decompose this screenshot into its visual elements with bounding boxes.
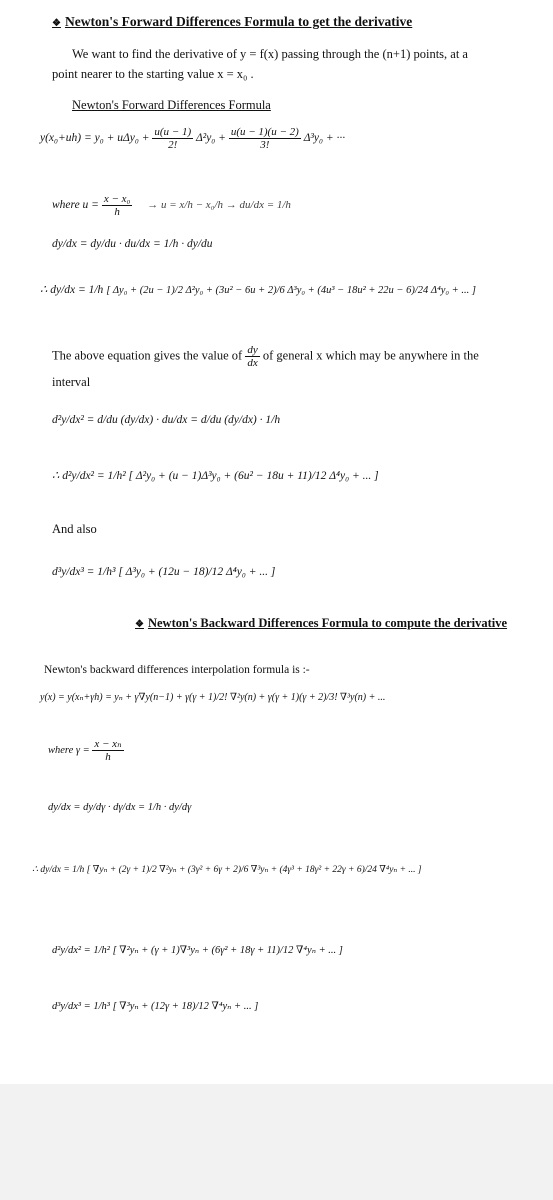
third-derivative-body: [ ∇³yₙ + (12γ + 18)/12 ∇⁴yₙ + ... ] [112, 1001, 259, 1012]
backward-title [135, 616, 507, 631]
frac-denominator: 3! [260, 139, 270, 151]
where-frac [102, 193, 133, 218]
forward-intro-2: point nearer to the starting value x = x₀ . [52, 67, 254, 81]
backward-second-derivative [52, 944, 343, 956]
where-frac [92, 738, 123, 763]
frac-denominator: dx [247, 357, 258, 369]
frac-denominator: h [114, 206, 120, 218]
handwritten-note: → u = x/h − x₀/h → du/dx = 1/h [147, 199, 291, 212]
where-label: where γ = [48, 744, 90, 756]
eq-main-mid: Δ²y₀ + [196, 132, 226, 145]
first-derivative-lhs: ∴ dy/dx = 1/h [40, 284, 104, 296]
forward-chain-rule: dy/dx = dy/du · du/dx = 1/h · dy/du [52, 238, 213, 250]
eq-main-tail: Δ³y₀ + ··· [303, 132, 346, 145]
frac-denominator: 2! [168, 139, 178, 151]
backward-first-derivative [32, 864, 422, 875]
third-derivative-body: [ Δ³y₀ + (12u − 18)/12 Δ⁴y₀ + ... ] [118, 566, 276, 578]
above-text-part-2: of general x which may be anywhere in the [262, 348, 479, 363]
forward-main-equation [40, 126, 345, 151]
second-derivative-lhs: ∴ d²y/dx² = 1/h² [52, 470, 126, 482]
backward-where-gamma [48, 738, 124, 763]
backward-third-derivative [52, 1000, 258, 1012]
second-derivative-body: [ ∇²yₙ + (γ + 1)∇³yₙ + (6γ² + 18γ + 11)/12 ∇⁴yₙ + ... ] [112, 945, 343, 956]
second-derivative-lhs: d²y/dx² = 1/h² [52, 945, 110, 956]
forward-intro-1: We want to find the derivative of y = f(x) passing through the (n+1) points, at a [72, 47, 468, 61]
above-text-part-1: The above equation gives the value of [52, 348, 243, 363]
backward-chain-rule: dy/dx = dy/dγ · dγ/dx = 1/h · dy/dγ [48, 802, 192, 813]
above-frac [245, 344, 259, 369]
backward-section [0, 592, 553, 1084]
frac-numerator: u(u − 1)(u − 2) [230, 126, 299, 138]
blank-footer-area [0, 1084, 553, 1200]
frac-numerator: x − x₀ [103, 193, 131, 205]
frac-numerator: x − xₙ [94, 738, 122, 750]
diamond-bullet-icon: ❖ [52, 18, 61, 29]
eq-main-frac-2 [229, 126, 301, 151]
first-derivative-body: [ ∇yₙ + (2γ + 1)/2 ∇²yₙ + (3γ² + 6γ + 2)/6 ∇³yₙ + (4γ³ + 18γ² + 22γ + 6)/24 ∇⁴yₙ + ... ] [86, 865, 422, 875]
forward-third-derivative [52, 566, 275, 578]
forward-second-chain: d²y/dx² = d/du (dy/dx) · du/dx = d/du (dy/dx) · 1/h [52, 414, 281, 426]
frac-numerator: dy [247, 344, 258, 356]
frac-denominator: h [105, 751, 111, 763]
forward-where-u [52, 193, 291, 218]
forward-second-derivative [52, 468, 379, 482]
second-derivative-body: [ Δ²y₀ + (u − 1)Δ³y₀ + (6u² − 18u + 11)/12 Δ⁴y₀ + ... ] [128, 470, 379, 482]
forward-title [52, 14, 412, 30]
diamond-bullet-icon: ❖ [135, 619, 144, 630]
where-label: where u = [52, 199, 99, 212]
frac-numerator: u(u − 1) [154, 126, 192, 138]
above-equation-text [52, 344, 479, 369]
forward-formula-heading: Newton's Forward Differences Formula [72, 98, 271, 112]
third-derivative-lhs: d³y/dx³ = 1/h³ [52, 1001, 110, 1012]
first-derivative-lhs: ∴ dy/dx = 1/h [32, 865, 85, 875]
backward-title-text: Newton's Backward Differences Formula to compute the derivative [147, 616, 508, 630]
backward-intro: Newton's backward differences interpolation formula is :- [44, 664, 310, 676]
above-text-interval: interval [52, 375, 91, 389]
eq-main-lhs: y(x₀+uh) = y₀ + uΔy₀ + [40, 132, 150, 145]
and-also-label: And also [52, 522, 97, 536]
first-derivative-body: [ Δy₀ + (2u − 1)/2 Δ²y₀ + (3u² − 6u + 2)/6 Δ³y₀ + (4u³ − 18u² + 22u − 6)/24 Δ⁴y₀ + ... ] [106, 285, 476, 296]
forward-title-text: Newton's Forward Differences Formula to get the derivative [64, 14, 413, 29]
third-derivative-lhs: d³y/dx³ = 1/h³ [52, 566, 116, 578]
backward-main-equation: y(x) = y(xₙ+γh) = yₙ + γ∇y(n−1) + γ(γ + 1)/2! ∇²y(n) + γ(γ + 1)(γ + 2)/3! ∇³y(n) + ... [40, 692, 386, 703]
eq-main-frac-1 [152, 126, 193, 151]
forward-first-derivative [40, 282, 476, 296]
